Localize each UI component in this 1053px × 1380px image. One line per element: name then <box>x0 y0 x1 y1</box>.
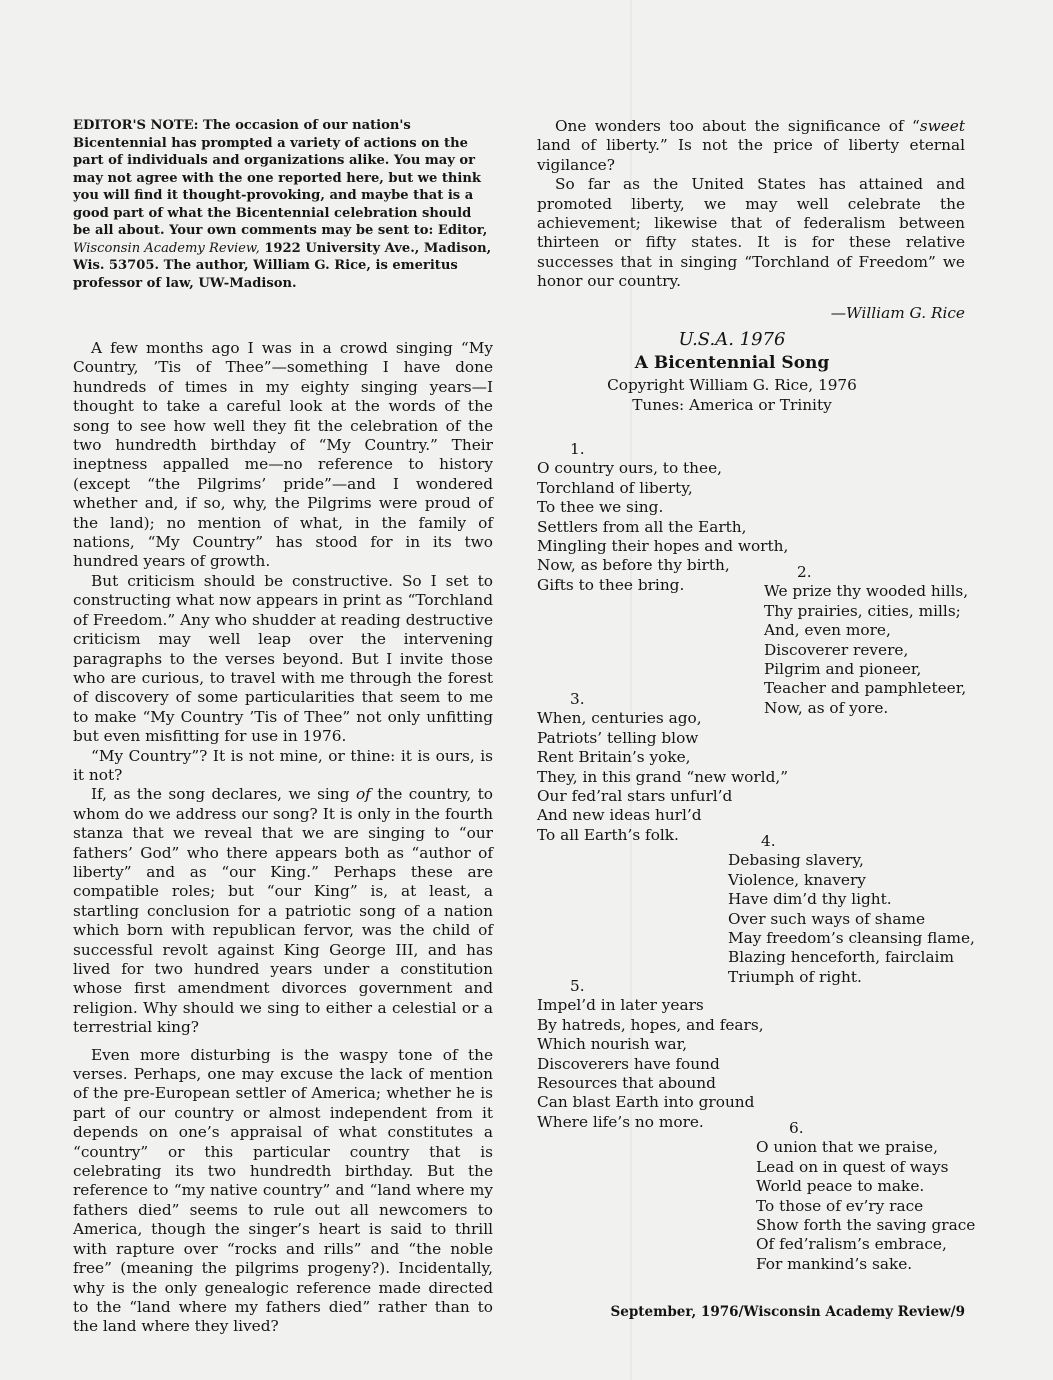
author-signature: —William G. Rice <box>830 303 965 322</box>
stanza-line: For mankind’s sake. <box>756 1254 913 1273</box>
essay-paragraph-5: Even more disturbing is the waspy tone of the verses. Perhaps, one may excuse the lack of mention of the pre-European settler of America; whether he is part of our country or almost independent from it depends on one’s appraisal of what constitutes a “country” or this particular country that is celebrating its two hundredth birthday. But the reference to “my native country” and “land where my fathers died” seems to rule out all newcomers to America, though the singer’s heart is said to thrill with rapture over “rocks and rills” and “the noble free” (meaning the pilgrims progeny?). Incidentally, why is the only genealogic reference made directed to the “land where my fathers died” rather than to the land where they lived? <box>73 1045 493 1336</box>
stanza-2 <box>764 563 968 718</box>
stanza-number: 1. <box>570 440 585 458</box>
song-subtitle: A Bicentennial Song <box>634 353 830 373</box>
stanza-line: Over such ways of shame <box>728 909 926 928</box>
stanza-line: Debasing slavery, <box>728 851 864 870</box>
editor-note-address: 1922 University Ave., Madison, Wis. 53705. The author, William G. Rice, is emeritus professor of law, UW-Madison. <box>73 240 492 291</box>
essay-p4-of: of <box>355 785 371 804</box>
editor-note <box>73 117 493 292</box>
stanza-line: Resources that abound <box>537 1074 716 1093</box>
essay-right-column <box>537 117 965 323</box>
stanza-line: Show forth the saving grace <box>756 1216 976 1235</box>
stanza-line: Triumph of right. <box>728 967 862 986</box>
stanza-line: Thy prairies, cities, mills; <box>764 601 961 620</box>
stanza-line: Now, as of yore. <box>764 698 889 717</box>
stanza-line: Lead on in quest of ways <box>756 1157 949 1176</box>
essay-paragraph-6 <box>537 117 965 175</box>
stanza-4 <box>728 832 975 987</box>
stanza-line: Pilgrim and pioneer, <box>764 660 922 679</box>
stanza-line: May freedom’s cleansing flame, <box>728 929 975 948</box>
stanza-line: Impel’d in later years <box>537 996 704 1015</box>
editor-note-text: The occasion of our nation's Bicentennial has prompted a variety of actions on the part of individuals and organizations alike. You may or may not agree with the one reported here, but we think you will find it thought-provoking, and maybe that is a good part of what the Bicentennial celebration should be all about. Your own comments may be sent to: Editor, <box>73 118 488 238</box>
stanza-number: 2. <box>797 563 812 581</box>
stanza-6 <box>756 1119 975 1274</box>
stanza-line: They, in this grand “new world,” <box>537 767 789 786</box>
essay-p4-rest: the country, to whom do we address our song? It is only in the fourth stanza that we reveal that we are singing to “our fathers’ God” who there appears both as “author of liberty” and as “our King.” Perhaps these are compatible roles; but “our King” is, at least, a startling conclusion for a patriotic song of a nation which born with republican fervor, was the child of successful revolt against King George III, and has lived for two hundred years under a constitution whose first amendment divorces government and religion. Why should we sing to either a celestial or a terrestrial king? <box>73 785 493 1037</box>
stanza-line: Rent Britain’s yoke, <box>537 748 691 767</box>
stanza-line: World peace to make. <box>756 1177 925 1196</box>
stanza-line: Gifts to thee bring. <box>537 575 685 594</box>
stanza-line: We prize thy wooded hills, <box>764 582 969 601</box>
stanza-line: Now, as before thy birth, <box>537 556 730 575</box>
essay-left-column <box>73 339 493 1337</box>
editor-note-label: EDITOR'S NOTE: <box>73 118 199 133</box>
stanza-line: Which nourish war, <box>537 1035 688 1054</box>
page-footer: September, 1976/Wisconsin Academy Review/9 <box>610 1304 965 1320</box>
stanza-3 <box>537 690 788 845</box>
essay-paragraph-3: “My Country”? It is not mine, or thine: it is ours, is it not? <box>73 746 493 784</box>
stanza-line: Can blast Earth into ground <box>537 1093 755 1112</box>
stanza-line: Have dim’d thy light. <box>728 890 892 909</box>
stanza-line: Discoverers have found <box>537 1054 720 1073</box>
stanza-line: O union that we praise, <box>756 1138 938 1157</box>
essay-paragraph-1: A few months ago I was in a crowd singing “My Country, ’Tis of Thee”—something I have done hundreds of times in my eighty singing years—I thought to take a careful look at the words of the song to see how well they fit the celebration of the two hundredth birthday of “My Country.” Their ineptness appalled me—no reference to history (except “the Pilgrims’ pride”—and I wondered whether and, if so, why, the Pilgrims were proud of the land); no mention of what, in the family of nations, “My Country” has stood for in its two hundred years of growth. <box>73 339 493 571</box>
stanza-1 <box>537 440 788 595</box>
stanza-line: When, centuries ago, <box>537 709 702 728</box>
song-tunes: Tunes: America or Trinity <box>632 396 832 414</box>
stanza-line: Teacher and pamphleteer, <box>764 679 967 698</box>
stanza-line: To thee we sing. <box>537 498 664 517</box>
stanza-line: And, even more, <box>764 621 891 640</box>
stanza-5 <box>537 977 764 1132</box>
essay-p6-rest: land of liberty.” Is not the price of liberty eternal vigilance? <box>537 136 965 174</box>
stanza-line: Where life’s no more. <box>537 1112 704 1131</box>
essay-paragraph-4 <box>73 785 493 1037</box>
stanza-line: O country ours, to thee, <box>537 459 722 478</box>
essay-p6-start: One wonders too about the significance of “ <box>555 117 920 135</box>
essay-paragraph-7: So far as the United States has attained and promoted liberty, we may well celebrate the achievement; likewise that of federalism between thirteen or fifty states. It is for these relative successes that in singing “Torchland of Freedom” we honor our country. <box>537 175 965 291</box>
stanza-line: Settlers from all the Earth, <box>537 517 747 536</box>
stanza-line: To those of ev’ry race <box>756 1196 924 1215</box>
stanza-line: Blazing henceforth, fairclaim <box>728 948 954 967</box>
essay-p4-start: If, as the song declares, we sing <box>91 785 350 804</box>
stanza-line: To all Earth’s folk. <box>537 825 679 844</box>
stanza-line: Discoverer revere, <box>764 640 909 659</box>
essay-paragraph-2: But criticism should be constructive. So I set to constructing what now appears in print as “Torchland of Freedom.” Any who shudder at reading destructive criticism may well leap over the intervening paragraphs to the verses beyond. But I invite those who are curious, to travel with me through the forest of discovery of some particularities that seem to me to make “My Country ’Tis of Thee” not only unfitting but even misfitting for use in 1976. <box>73 571 493 746</box>
stanza-number: 5. <box>570 977 585 995</box>
stanza-line: And new ideas hurl’d <box>537 806 702 825</box>
editor-note-journal: Wisconsin Academy Review, <box>73 240 260 256</box>
stanza-number: 6. <box>789 1119 804 1137</box>
stanza-line: Violence, knavery <box>728 870 866 889</box>
stanza-line: Our fed’ral stars unfurl’d <box>537 787 733 806</box>
song-header <box>537 329 927 415</box>
song-copyright: Copyright William G. Rice, 1976 <box>607 376 857 394</box>
stanza-line: Of fed’ralism’s embrace, <box>756 1235 947 1254</box>
song-title: U.S.A. 1976 <box>678 329 786 350</box>
stanza-line: Torchland of liberty, <box>537 478 693 497</box>
essay-p6-sweet: sweet <box>919 117 965 135</box>
stanza-line: Mingling their hopes and worth, <box>537 537 789 556</box>
stanza-number: 3. <box>570 690 585 708</box>
stanza-line: By hatreds, hopes, and fears, <box>537 1015 764 1034</box>
stanza-number: 4. <box>761 832 776 850</box>
stanza-line: Patriots’ telling blow <box>537 728 699 747</box>
